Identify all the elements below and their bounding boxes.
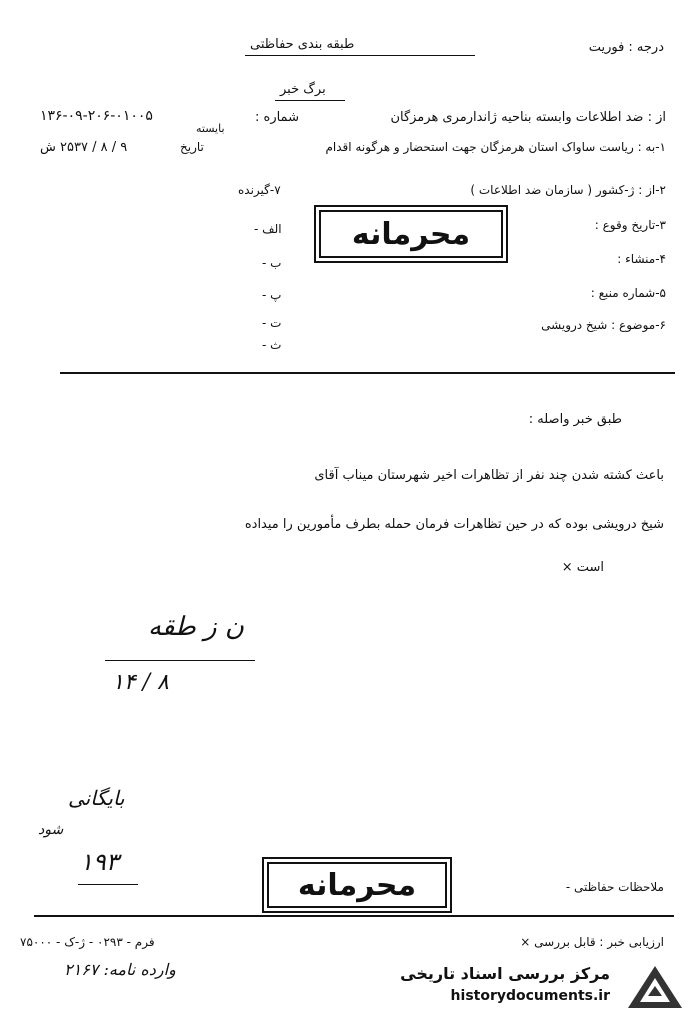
- date-label: تاریخ: [180, 140, 204, 154]
- subject-field: ۶-موضوع : شیخ درویشی: [541, 318, 666, 332]
- from-line: از : ضد اطلاعات وابسته بناحیه ژاندارمری هرمزگان: [390, 110, 666, 125]
- signature-line: [105, 660, 255, 661]
- priority-label: درجه : فوریت: [588, 40, 664, 55]
- number-label: شماره :: [255, 110, 299, 125]
- number-value: ۱۳۶-۰۹-۲۰۶-۰۱۰۰۵: [40, 108, 153, 124]
- event-date-field: ۳-تاریخ وقوع :: [594, 218, 666, 232]
- source-number-field: ۵-شماره منبع :: [590, 286, 666, 300]
- letter-te: ت -: [262, 316, 282, 330]
- letter-se: ث -: [262, 338, 282, 352]
- report-type: برگ خبر: [280, 82, 326, 97]
- body-line-2: شیخ درویشی بوده که در حین تظاهرات فرمان حمله بطرف مأمورین را میداده: [244, 517, 664, 532]
- date-value: ۹ / ۸ / ۲۵۳۷ ش: [40, 140, 128, 155]
- classification-underline: [245, 55, 475, 56]
- handwritten-underline: [78, 884, 138, 885]
- handwritten-note-archive: بایگانی: [68, 786, 125, 810]
- form-code: فرم - ۰۲۹۳ - ژ-ک - ۷۵۰۰۰: [20, 935, 155, 949]
- letter-alef: الف -: [254, 222, 282, 236]
- date-annotation: بایسته: [196, 122, 225, 135]
- footer-divider: [34, 915, 674, 917]
- watermark-logo-icon: [620, 960, 690, 1015]
- handwritten-number: ۱۹۳: [80, 848, 119, 876]
- handwritten-note-do: شود: [38, 822, 64, 838]
- classification-label: طبقه بندی حفاظتی: [250, 37, 355, 52]
- letter-pe: پ -: [262, 288, 282, 302]
- body-intro: طبق خبر واصله :: [528, 412, 622, 427]
- confidential-stamp-bottom: محرمانه: [262, 857, 452, 913]
- evaluation-line: ارزیابی خبر : قابل بررسی ×: [520, 935, 664, 949]
- confidential-stamp-top: محرمانه: [314, 205, 508, 263]
- recipient-field: ۷-گیرنده: [238, 183, 281, 197]
- watermark-name: مرکز بررسی اسناد تاریخی: [400, 964, 610, 983]
- to-line: ۱-به : ریاست ساواک استان هرمزگان جهت استحضار و هرگونه اقدام: [325, 140, 666, 154]
- section-divider: [60, 372, 675, 374]
- origin-field: ۴-منشاء :: [617, 252, 666, 266]
- body-line-1: باعث کشته شدن چند نفر از تظاهرات اخیر شهرستان میناب آقای: [314, 468, 664, 483]
- body-line-3: است ×: [561, 560, 604, 575]
- security-remarks: ملاحظات حفاظتی -: [565, 880, 664, 894]
- watermark-url: historydocuments.ir: [450, 988, 610, 1004]
- source-field: ۲-از : ژ-کشور ( سازمان ضد اطلاعات ): [470, 183, 666, 197]
- signature-date: ۸ / ۱۴: [112, 670, 169, 695]
- letter-be: ب -: [262, 256, 282, 270]
- signature: ن ز طقه: [148, 612, 244, 642]
- entry-handwriting: وارده نامه: ۲۱۶۷: [64, 960, 176, 979]
- report-type-underline: [275, 100, 345, 101]
